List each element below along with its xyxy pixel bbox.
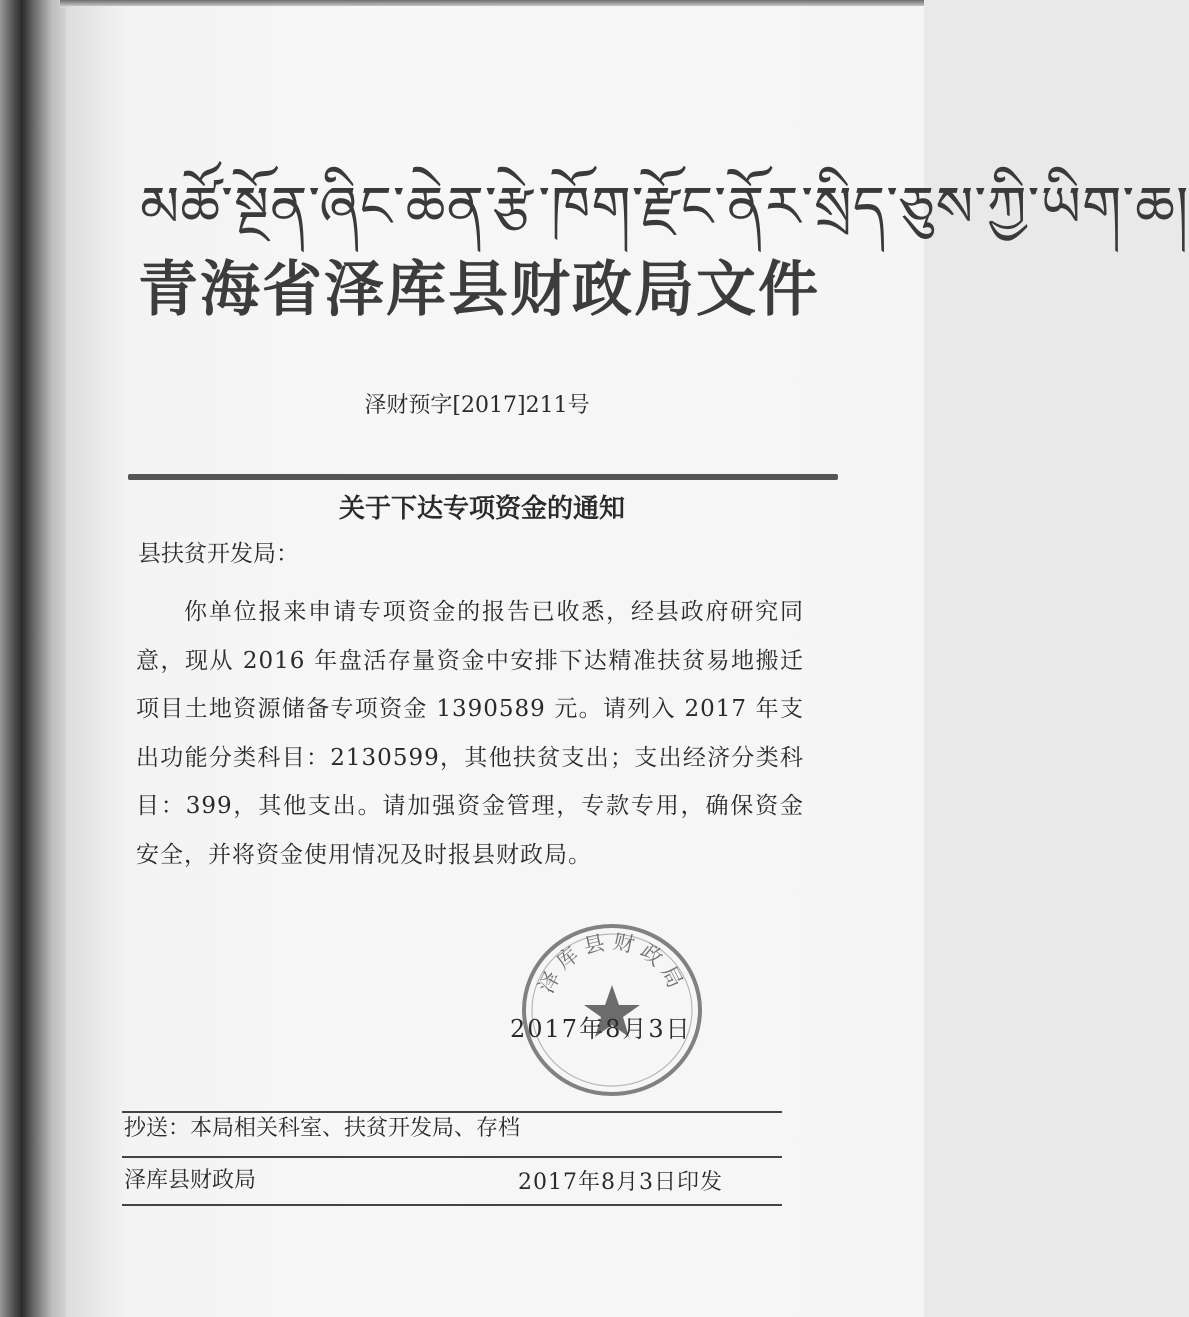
footer-middle-rule <box>122 1156 782 1158</box>
notice-title: 关于下达专项资金的通知 <box>338 494 625 524</box>
book-binding-shadow <box>0 0 70 1317</box>
tibetan-header-title: མཚོ་སྔོན་ཞིང་ཆེན་རྩེ་ཁོག་རྫོང་ནོར་སྲིད་ཅུས་ཀྱི་ཡིག་ཆ། <box>140 175 1189 240</box>
notice-addressee: 县扶贫开发局： <box>138 541 299 567</box>
issuing-office: 泽库县财政局 <box>124 1168 257 1193</box>
signature-date: 2017年8月3日 <box>510 1015 692 1043</box>
footer-bottom-rule <box>122 1204 782 1206</box>
header-divider <box>128 474 838 480</box>
document-header-title: 青海省泽库县财政局文件 <box>138 255 820 325</box>
notice-body: 你单位报来申请专项资金的报告已收悉，经县政府研究同意，现从 2016 年盘活存量资金中安排下达精准扶贫易地搬迁项目土地资源储备专项资金 1390589 元。请列入 2017 年支出功能分类科目：2130599，其他扶贫支出；支出经济分类科目：399，其他支出。请加强资金管理，专款专用，确保资金安全，并将资金使用情况及时报县财政局。 <box>136 599 804 868</box>
seal-text: 泽库县财政局 <box>533 929 691 998</box>
official-seal <box>512 915 712 1105</box>
cc-list: 抄送：本局相关科室、扶贫开发局、存档 <box>124 1116 521 1141</box>
print-date: 2017年8月3日印发 <box>518 1170 723 1195</box>
document-number: 泽财预字[2017]211号 <box>364 393 590 418</box>
